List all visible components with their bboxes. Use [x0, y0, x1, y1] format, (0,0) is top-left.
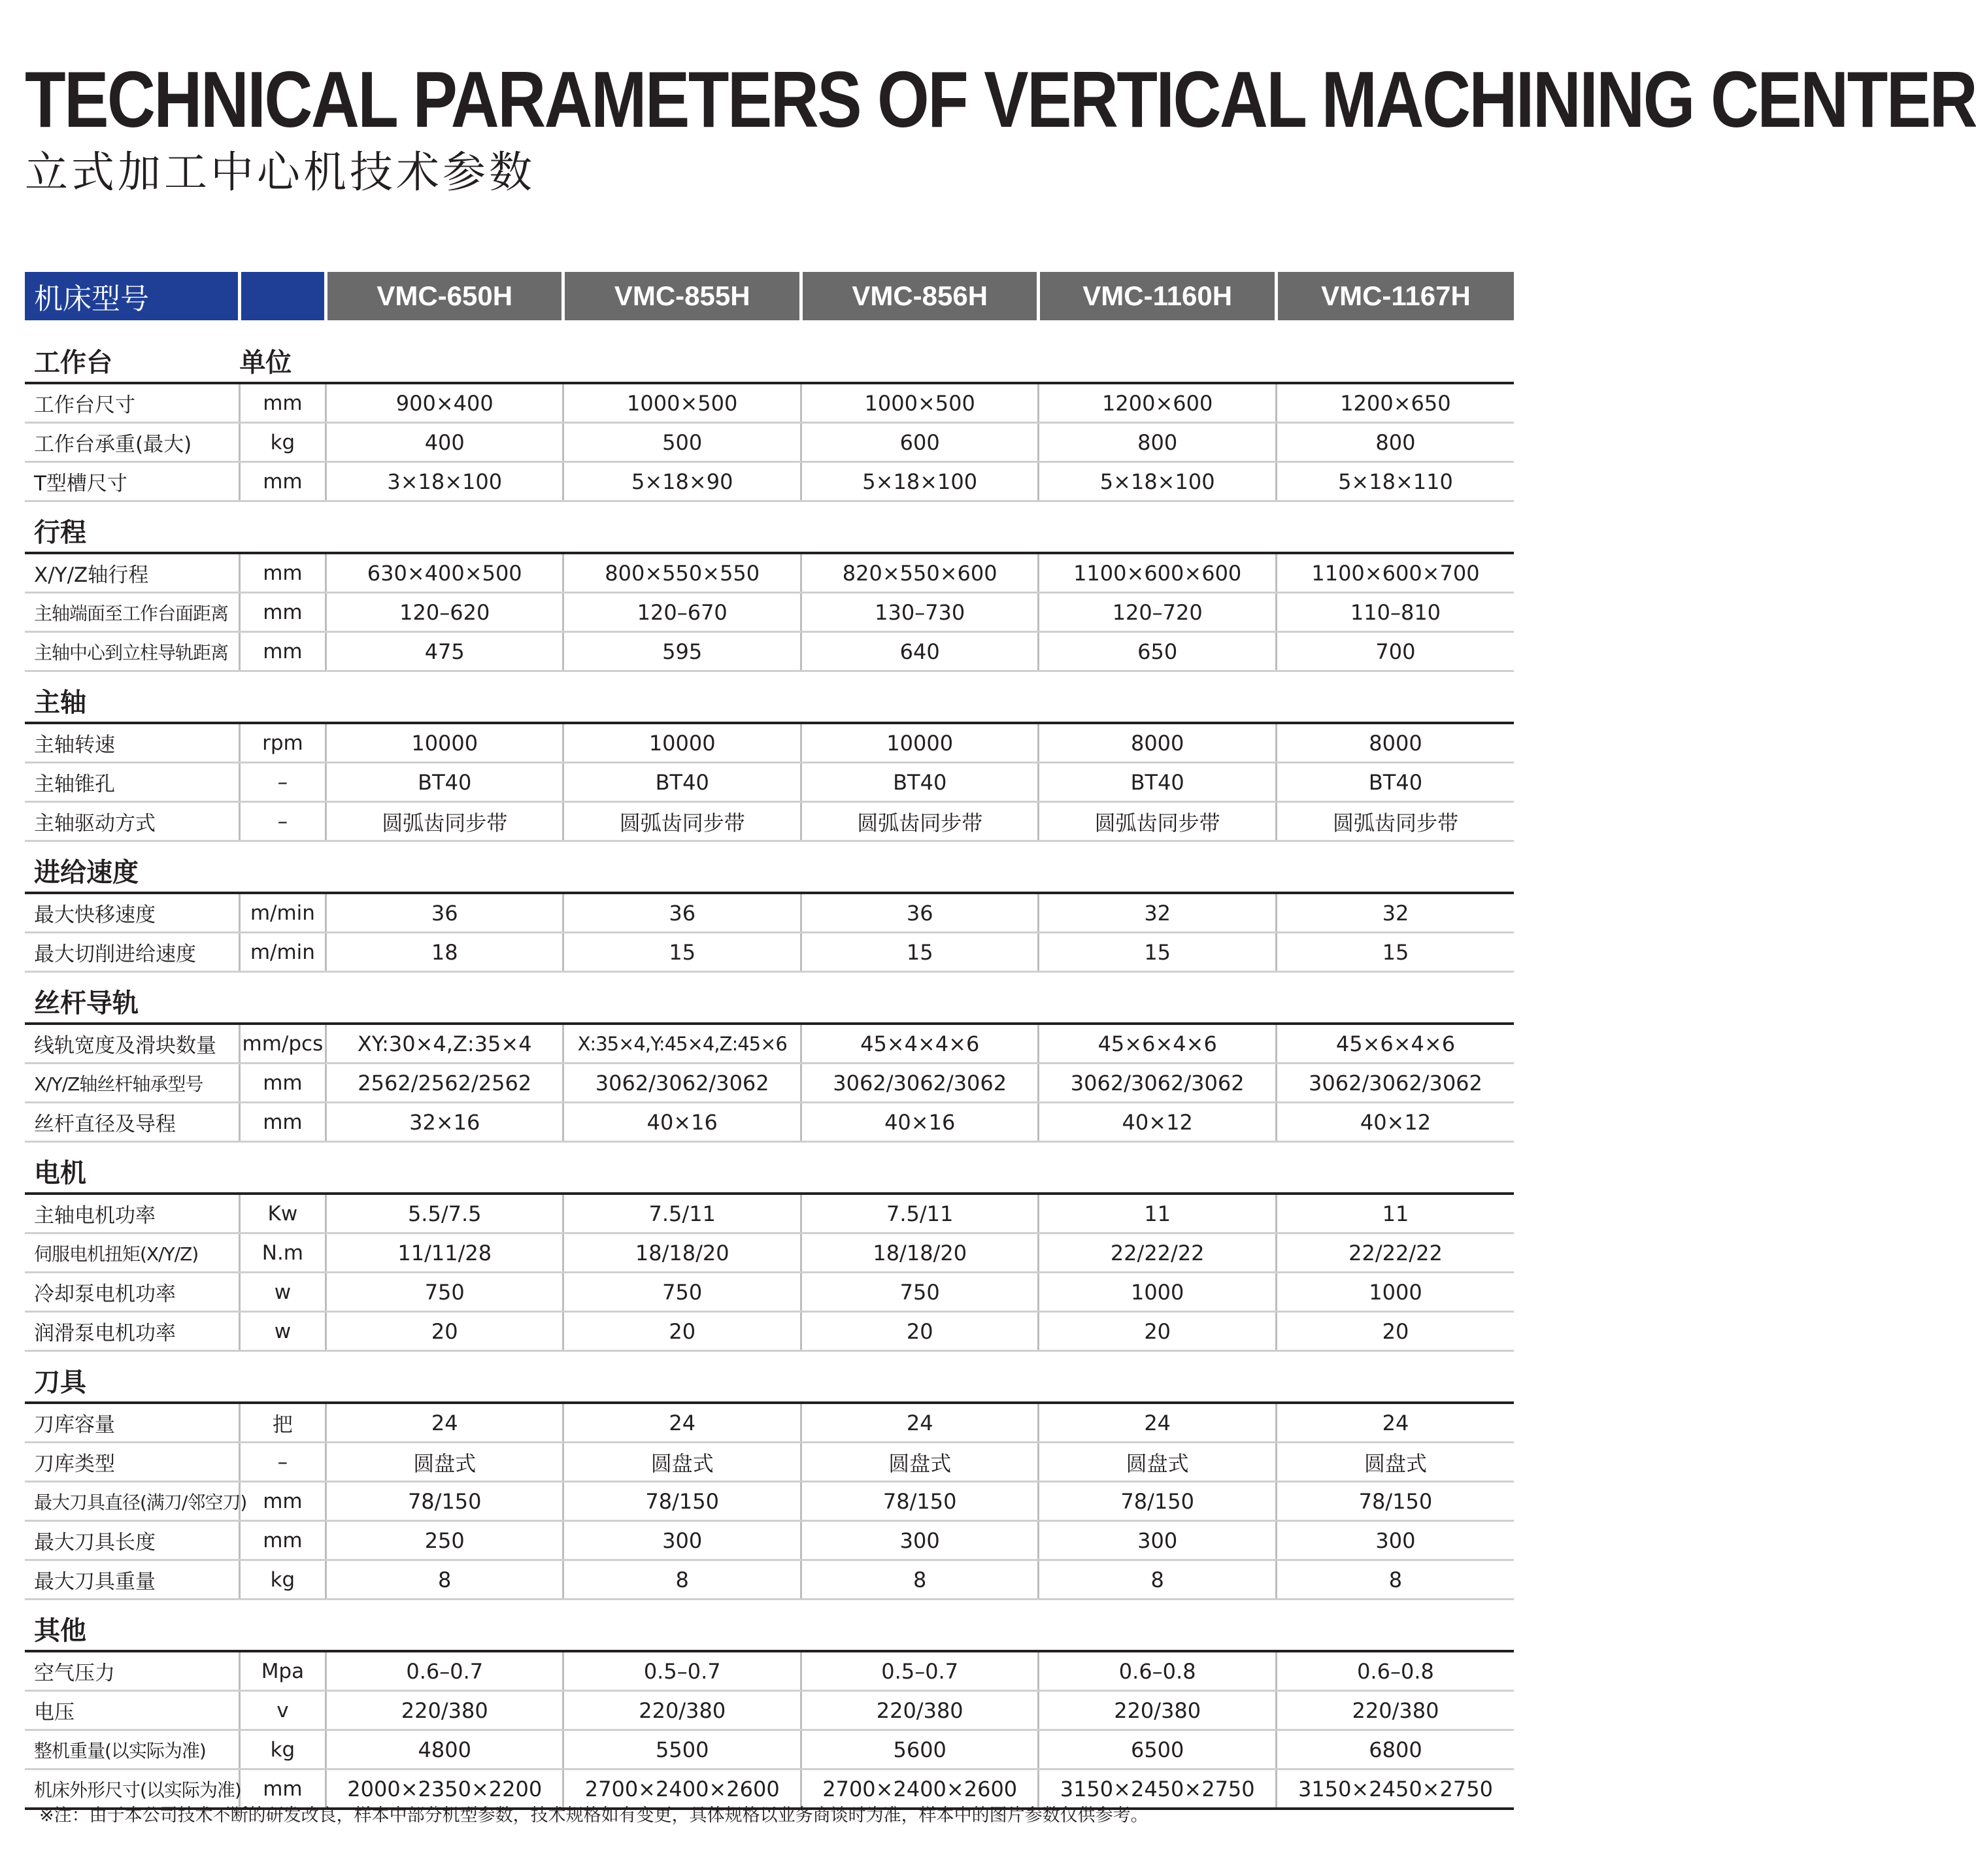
param-unit: – [239, 763, 326, 802]
param-value: 475 [326, 632, 563, 671]
param-unit: mm [239, 1103, 326, 1142]
param-name: 最大刀具重量 [25, 1560, 239, 1600]
section-header-row [25, 326, 1514, 383]
param-value: 630×400×500 [326, 553, 563, 593]
param-value: BT40 [801, 763, 1038, 802]
param-value: 300 [1276, 1521, 1514, 1560]
param-unit: m/min [239, 893, 326, 933]
param-value: 22/22/22 [1276, 1233, 1514, 1273]
param-value: 2562/2562/2562 [326, 1064, 563, 1103]
spec-row [25, 1651, 1514, 1691]
section-title: 工作台 [25, 326, 239, 383]
param-name: T型槽尺寸 [25, 462, 239, 501]
spec-row [25, 1443, 1514, 1482]
param-unit: mm [239, 1769, 326, 1809]
param-value: 5600 [801, 1730, 1038, 1769]
param-unit: v [239, 1691, 326, 1730]
model-label-header: 机床型号 [25, 272, 239, 326]
param-value: 32 [1276, 893, 1514, 933]
param-value: 40×16 [563, 1103, 801, 1142]
param-value: 45×6×4×6 [1276, 1024, 1514, 1064]
unit-column-label: 单位 [239, 326, 326, 383]
param-value: 110–810 [1276, 593, 1514, 632]
param-name: 空气压力 [25, 1651, 239, 1691]
param-value: 3062/3062/3062 [801, 1064, 1038, 1103]
section-header-row [25, 1600, 1514, 1652]
param-name: 冷却泵电机功率 [25, 1273, 239, 1312]
param-value: 8000 [1276, 723, 1514, 763]
param-value: 0.5–0.7 [801, 1651, 1038, 1691]
param-value: 120–720 [1039, 593, 1276, 632]
param-unit: kg [239, 1560, 326, 1600]
title-english: TECHNICAL PARAMETERS OF VERTICAL MACHINING CENTER [25, 55, 1976, 144]
section-filler [326, 972, 1514, 1024]
param-value: 120–620 [326, 593, 563, 632]
param-value: 6800 [1276, 1730, 1514, 1769]
param-value: 24 [801, 1403, 1038, 1443]
param-unit: kg [239, 1730, 326, 1769]
param-value: 78/150 [1276, 1482, 1514, 1521]
param-value: 595 [563, 632, 801, 671]
param-value: 40×16 [801, 1103, 1038, 1142]
spec-row [25, 1521, 1514, 1560]
param-value: 3150×2450×2750 [1276, 1769, 1514, 1809]
param-value: 1000 [1039, 1273, 1276, 1312]
param-value: 圆盘式 [801, 1443, 1038, 1482]
spec-body [25, 326, 1514, 1809]
param-value: 78/150 [801, 1482, 1038, 1521]
spec-row [25, 1312, 1514, 1351]
unit-header-blank [239, 272, 326, 326]
param-name: 工作台尺寸 [25, 383, 239, 423]
param-value: 8 [1276, 1560, 1514, 1600]
spec-row [25, 462, 1514, 501]
param-value: 24 [1276, 1403, 1514, 1443]
param-value: 2700×2400×2600 [563, 1769, 801, 1809]
section-title: 电机 [25, 1142, 239, 1194]
param-value: 10000 [801, 723, 1038, 763]
param-unit: mm [239, 1482, 326, 1521]
param-value: 20 [1039, 1312, 1276, 1351]
section-title: 丝杆导轨 [25, 972, 239, 1024]
spec-row [25, 1024, 1514, 1064]
param-value: 0.5–0.7 [563, 1651, 801, 1691]
section-filler [326, 501, 1514, 554]
model-header: VMC-856H [801, 272, 1038, 326]
unit-column-label [239, 1351, 326, 1403]
param-value: 圆弧齿同步带 [1276, 802, 1514, 841]
param-unit: rpm [239, 723, 326, 763]
param-value: 36 [326, 893, 563, 933]
param-value: 圆盘式 [1276, 1443, 1514, 1482]
param-value: 8 [563, 1560, 801, 1600]
param-value: 5×18×100 [1039, 462, 1276, 501]
param-unit: mm [239, 1521, 326, 1560]
param-value: 5.5/7.5 [326, 1194, 563, 1233]
param-value: BT40 [1276, 763, 1514, 802]
param-value: 圆盘式 [563, 1443, 801, 1482]
param-name: 最大切削进给速度 [25, 933, 239, 972]
param-unit: w [239, 1312, 326, 1351]
param-name: X/Y/Z轴丝杆轴承型号 [25, 1064, 239, 1103]
section-header-row [25, 972, 1514, 1024]
unit-column-label [239, 1600, 326, 1652]
param-unit: mm [239, 383, 326, 423]
param-value: 10000 [563, 723, 801, 763]
param-value: 7.5/11 [801, 1194, 1038, 1233]
param-value: 220/380 [801, 1691, 1038, 1730]
param-value: 78/150 [326, 1482, 563, 1521]
spec-row [25, 553, 1514, 593]
model-header: VMC-1167H [1276, 272, 1514, 326]
param-value: 0.6–0.7 [326, 1651, 563, 1691]
param-value: 0.6–0.8 [1039, 1651, 1276, 1691]
param-value: 220/380 [563, 1691, 801, 1730]
param-value: 220/380 [1276, 1691, 1514, 1730]
param-value: 4800 [326, 1730, 563, 1769]
unit-column-label [239, 841, 326, 894]
section-header-row [25, 841, 1514, 894]
param-value: 300 [801, 1521, 1038, 1560]
param-value: 3150×2450×2750 [1039, 1769, 1276, 1809]
param-value: 18/18/20 [801, 1233, 1038, 1273]
param-value: 3062/3062/3062 [1039, 1064, 1276, 1103]
model-header: VMC-650H [326, 272, 563, 326]
spec-row [25, 632, 1514, 671]
param-value: 15 [801, 933, 1038, 972]
param-name: 机床外形尺寸(以实际为准) [25, 1769, 239, 1809]
param-name: 最大刀具长度 [25, 1521, 239, 1560]
param-unit: Mpa [239, 1651, 326, 1691]
param-value: 8 [1039, 1560, 1276, 1600]
param-value: 圆盘式 [326, 1443, 563, 1482]
spec-row [25, 1273, 1514, 1312]
param-value: 650 [1039, 632, 1276, 671]
param-name: 主轴端面至工作台面距离 [25, 593, 239, 632]
param-name: 线轨宽度及滑块数量 [25, 1024, 239, 1064]
param-unit: – [239, 1443, 326, 1482]
spec-row [25, 1064, 1514, 1103]
title-chinese: 立式加工中心机技术参数 [25, 147, 535, 197]
section-title: 刀具 [25, 1351, 239, 1403]
spec-row [25, 802, 1514, 841]
param-unit: m/min [239, 933, 326, 972]
param-unit: mm [239, 1064, 326, 1103]
param-value: 15 [563, 933, 801, 972]
param-value: 40×12 [1039, 1103, 1276, 1142]
param-value: 800×550×550 [563, 553, 801, 593]
model-header: VMC-1160H [1039, 272, 1276, 326]
param-value: 32×16 [326, 1103, 563, 1142]
param-value: 15 [1039, 933, 1276, 972]
param-value: 6500 [1039, 1730, 1276, 1769]
param-unit: – [239, 802, 326, 841]
spec-row [25, 593, 1514, 632]
param-value: 3062/3062/3062 [563, 1064, 801, 1103]
spec-row [25, 1194, 1514, 1233]
param-value: 11 [1276, 1194, 1514, 1233]
spec-row [25, 763, 1514, 802]
param-name: 工作台承重(最大) [25, 423, 239, 462]
header-row [25, 272, 1514, 326]
section-title: 主轴 [25, 671, 239, 724]
param-value: 700 [1276, 632, 1514, 671]
section-filler [326, 326, 1514, 383]
param-value: 1100×600×600 [1039, 553, 1276, 593]
param-name: 刀库容量 [25, 1403, 239, 1443]
section-filler [326, 1142, 1514, 1194]
section-title: 进给速度 [25, 841, 239, 894]
param-value: 130–730 [801, 593, 1038, 632]
param-value: 7.5/11 [563, 1194, 801, 1233]
param-value: 400 [326, 423, 563, 462]
param-unit: 把 [239, 1403, 326, 1443]
param-value: 800 [1276, 423, 1514, 462]
param-value: 5×18×110 [1276, 462, 1514, 501]
spec-row [25, 1103, 1514, 1142]
param-name: 伺服电机扭矩(X/Y/Z) [25, 1233, 239, 1273]
model-header: VMC-855H [563, 272, 801, 326]
param-value: XY:30×4,Z:35×4 [326, 1024, 563, 1064]
section-header-row [25, 1351, 1514, 1403]
section-title: 其他 [25, 1600, 239, 1652]
spec-row [25, 1560, 1514, 1600]
param-value: 8 [801, 1560, 1038, 1600]
param-unit: kg [239, 423, 326, 462]
param-value: 1200×650 [1276, 383, 1514, 423]
param-unit: N.m [239, 1233, 326, 1273]
param-unit: mm [239, 593, 326, 632]
param-value: 圆弧齿同步带 [326, 802, 563, 841]
param-unit: mm [239, 553, 326, 593]
param-value: 2000×2350×2200 [326, 1769, 563, 1809]
param-value: 24 [1039, 1403, 1276, 1443]
param-name: 润滑泵电机功率 [25, 1312, 239, 1351]
param-value: 800 [1039, 423, 1276, 462]
spec-row [25, 723, 1514, 763]
param-name: 电压 [25, 1691, 239, 1730]
param-value: 900×400 [326, 383, 563, 423]
spec-row [25, 1403, 1514, 1443]
spec-table [25, 272, 1514, 1810]
param-value: 5500 [563, 1730, 801, 1769]
param-value: 1000×500 [801, 383, 1038, 423]
param-name: 最大快移速度 [25, 893, 239, 933]
spec-row [25, 893, 1514, 933]
param-value: 24 [563, 1403, 801, 1443]
param-value: 20 [801, 1312, 1038, 1351]
param-name: 主轴中心到立柱导轨距离 [25, 632, 239, 671]
param-value: 600 [801, 423, 1038, 462]
spec-row [25, 1482, 1514, 1521]
spec-row [25, 1730, 1514, 1769]
param-value: 20 [563, 1312, 801, 1351]
param-value: 圆盘式 [1039, 1443, 1276, 1482]
param-value: 1000×500 [563, 383, 801, 423]
spec-row [25, 933, 1514, 972]
param-value: 24 [326, 1403, 563, 1443]
param-value: 18 [326, 933, 563, 972]
param-value: BT40 [326, 763, 563, 802]
section-header-row [25, 501, 1514, 554]
param-value: 5×18×100 [801, 462, 1038, 501]
param-value: 120–670 [563, 593, 801, 632]
unit-column-label [239, 501, 326, 554]
param-unit: mm/pcs [239, 1024, 326, 1064]
param-value: 40×12 [1276, 1103, 1514, 1142]
param-value: 500 [563, 423, 801, 462]
param-value: 11/11/28 [326, 1233, 563, 1273]
param-value: 2700×2400×2600 [801, 1769, 1038, 1809]
param-value: 圆弧齿同步带 [801, 802, 1038, 841]
spec-row [25, 1233, 1514, 1273]
param-value: 300 [563, 1521, 801, 1560]
param-name: 最大刀具直径(满刀/邻空刀) [25, 1482, 239, 1521]
param-value: 22/22/22 [1039, 1233, 1276, 1273]
section-filler [326, 841, 1514, 894]
unit-column-label [239, 671, 326, 724]
param-value: 36 [801, 893, 1038, 933]
param-value: 220/380 [326, 1691, 563, 1730]
param-name: 整机重量(以实际为准) [25, 1730, 239, 1769]
param-name: X/Y/Z轴行程 [25, 553, 239, 593]
param-value: 20 [326, 1312, 563, 1351]
spec-row [25, 383, 1514, 423]
param-value: 圆弧齿同步带 [563, 802, 801, 841]
param-value: 1100×600×700 [1276, 553, 1514, 593]
param-value: 15 [1276, 933, 1514, 972]
section-title: 行程 [25, 501, 239, 554]
param-unit: Kw [239, 1194, 326, 1233]
param-value: 8 [326, 1560, 563, 1600]
spec-row [25, 423, 1514, 462]
param-value: 36 [563, 893, 801, 933]
spec-row [25, 1691, 1514, 1730]
param-value: BT40 [563, 763, 801, 802]
param-value: 45×4×4×6 [801, 1024, 1038, 1064]
unit-column-label [239, 1142, 326, 1194]
param-value: 250 [326, 1521, 563, 1560]
param-unit: mm [239, 462, 326, 501]
param-name: 丝杆直径及导程 [25, 1103, 239, 1142]
param-value: 220/380 [1039, 1691, 1276, 1730]
param-value: 640 [801, 632, 1038, 671]
param-value: 20 [1276, 1312, 1514, 1351]
param-value: 45×6×4×6 [1039, 1024, 1276, 1064]
param-value: 820×550×600 [801, 553, 1038, 593]
param-value: 10000 [326, 723, 563, 763]
param-value: 18/18/20 [563, 1233, 801, 1273]
param-name: 刀库类型 [25, 1443, 239, 1482]
param-value: 1200×600 [1039, 383, 1276, 423]
section-filler [326, 1351, 1514, 1403]
param-value: 750 [326, 1273, 563, 1312]
param-unit: w [239, 1273, 326, 1312]
section-header-row [25, 671, 1514, 724]
section-header-row [25, 1142, 1514, 1194]
unit-column-label [239, 972, 326, 1024]
param-name: 主轴电机功率 [25, 1194, 239, 1233]
param-value: 3062/3062/3062 [1276, 1064, 1514, 1103]
param-value: 圆弧齿同步带 [1039, 802, 1276, 841]
footnote: ※注：由于本公司技术不断的研发改良，样本中部分机型参数，技术规格如有变更，具体规格以业务商谈时为准，样本中的图片参数仅供参考。 [39, 1805, 1148, 1826]
section-filler [326, 1600, 1514, 1652]
param-value: 78/150 [1039, 1482, 1276, 1521]
param-name: 主轴锥孔 [25, 763, 239, 802]
section-filler [326, 671, 1514, 724]
param-value: 300 [1039, 1521, 1276, 1560]
param-value: BT40 [1039, 763, 1276, 802]
param-value: 8000 [1039, 723, 1276, 763]
param-value: 5×18×90 [563, 462, 801, 501]
param-value: 3×18×100 [326, 462, 563, 501]
param-value: 78/150 [563, 1482, 801, 1521]
param-name: 主轴驱动方式 [25, 802, 239, 841]
param-value: X:35×4,Y:45×4,Z:45×6 [563, 1024, 801, 1064]
param-value: 750 [801, 1273, 1038, 1312]
param-unit: mm [239, 632, 326, 671]
param-value: 0.6–0.8 [1276, 1651, 1514, 1691]
param-value: 1000 [1276, 1273, 1514, 1312]
param-value: 750 [563, 1273, 801, 1312]
param-name: 主轴转速 [25, 723, 239, 763]
param-value: 11 [1039, 1194, 1276, 1233]
param-value: 32 [1039, 893, 1276, 933]
